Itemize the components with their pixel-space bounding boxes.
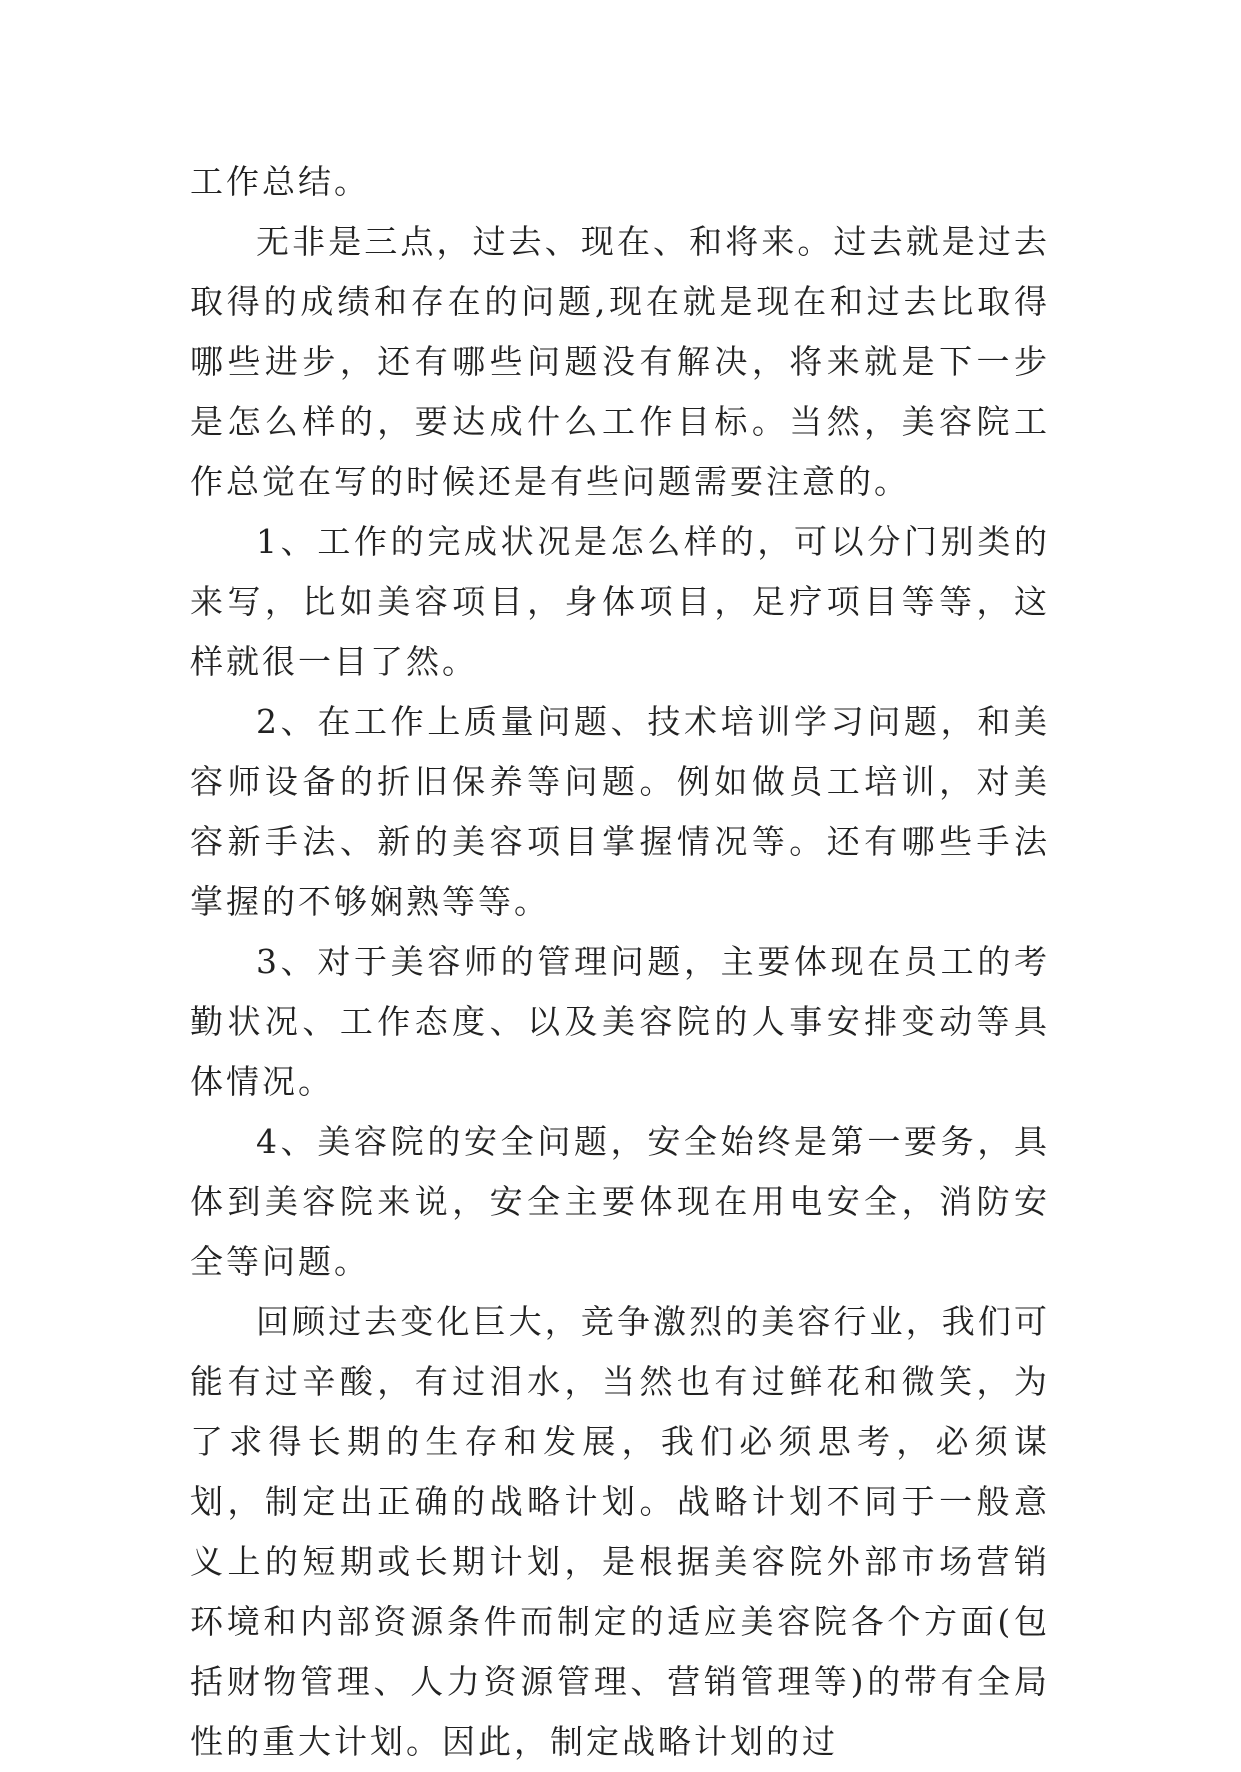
- paragraph-5: 3、对于美容师的管理问题，主要体现在员工的考勤状况、工作态度、以及美容院的人事安排变动等具体情况。: [190, 942, 1050, 1101]
- paragraph-1: 工作总结。: [190, 162, 370, 201]
- paragraph-2: 无非是三点，过去、现在、和将来。过去就是过去取得的成绩和存在的问题,现在就是现在和过去比取得哪些进步，还有哪些问题没有解决，将来就是下一步是怎么样的，要达成什么工作目标。当然，美容院工作总觉在写的时候还是有些问题需要注意的。: [190, 222, 1050, 501]
- paragraph-3: 1、工作的完成状况是怎么样的，可以分门别类的来写，比如美容项目，身体项目，足疗项目等等，这样就很一目了然。: [190, 522, 1050, 681]
- paragraph-7: 回顾过去变化巨大，竞争激烈的美容行业，我们可能有过辛酸，有过泪水，当然也有过鲜花和微笑，为了求得长期的生存和发展，我们必须思考，必须谋划，制定出正确的战略计划。战略计划不同于一般意义上的短期或长期计划，是根据美容院外部市场营销环境和内部资源条件而制定的适应美容院各个方面(包括财物管理、人力资源管理、营销管理等)的带有全局性的重大计划。因此，制定战略计划的过: [190, 1302, 1050, 1761]
- paragraph-6: 4、美容院的安全问题，安全始终是第一要务，具体到美容院来说，安全主要体现在用电安全，消防安全等问题。: [190, 1122, 1050, 1281]
- paragraph-4: 2、在工作上质量问题、技术培训学习问题，和美容师设备的折旧保养等问题。例如做员工培训，对美容新手法、新的美容项目掌握情况等。还有哪些手法掌握的不够娴熟等等。: [190, 702, 1050, 921]
- document-body: [190, 152, 1050, 1772]
